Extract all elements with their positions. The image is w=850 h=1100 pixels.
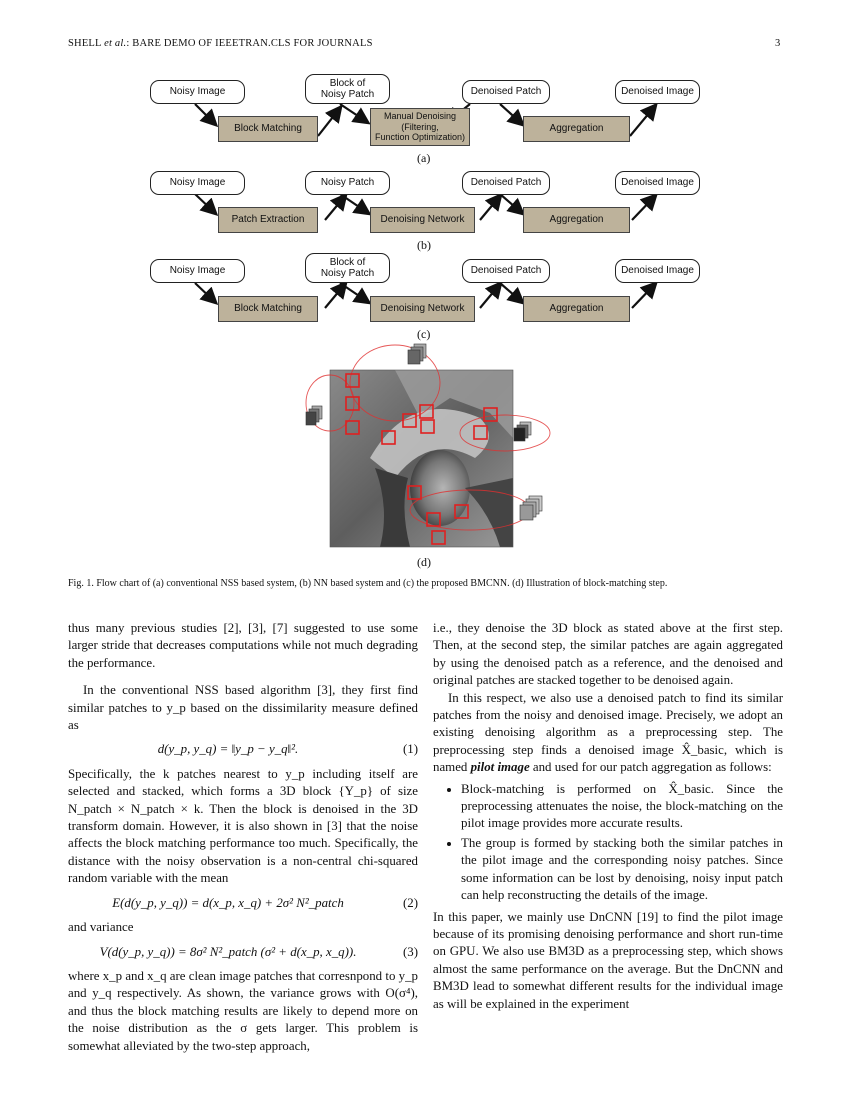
paragraph: In this paper, we mainly use DnCNN [19] to find the pilot image because of its promising denoising performance and short run-time on GPU. We also use BM3D as a preprocessing step, which shows almost the same performance on the average. But the DnCNN and BM3D lead to somewhat different results for the individual image as will be explained in the experiment [433, 909, 783, 1011]
right-column [433, 620, 783, 1013]
noisy-image-box-c: Noisy Image [150, 259, 245, 283]
equation-1-number: (1) [402, 742, 418, 757]
denoised-image-box-c: Denoised Image [615, 259, 700, 283]
block-of-noisy-patch-box-a: Block of Noisy Patch [305, 74, 390, 104]
paragraph: In the conventional NSS based algorithm [3], they first find similar patches to y_p based on the dissimilarity measure defined as [68, 683, 418, 733]
noisy-image-box-b: Noisy Image [150, 171, 245, 195]
list-item: • Block-matching is performed on X̂_basic. Since the preprocessing attenuates the noise, the block-matching on the pilot image provides more accurate results. [461, 781, 783, 833]
denoising-network-box-c: Denoising Network [370, 296, 475, 322]
paragraph: Specifically, the k patches nearest to y_p including itself are selected and stacked, which forms a 3D block {Y_p} of size N_patch × N_patch × k. Then the block is denoised in the 3D transform domain. However, it is also shown in [3] that the noise affects the block matching performance too much. Specifically, the distance with the noisy observation is a non-central chi-squared random variable with the mean [68, 766, 418, 886]
header-suffix: : BARE DEMO OF IEEETRAN.CLS FOR JOURNALS [126, 38, 373, 49]
aggregation-box-b: Aggregation [523, 207, 630, 233]
equation-2-number: (2) [402, 895, 418, 910]
paragraph: where x_p and x_q are clean image patches that corresnpond to y_p and y_q respectively. As shown, the variance grows with O(σ⁴), and thus the block matching results are likely to depend more on the noise distribution as the σ gets larger. This problem is somewhat alleviated by the two-step approach, [68, 968, 418, 1053]
block-matching-illustration [300, 338, 560, 553]
paragraph-part: In this respect, we also use a denoised patch to find its similar patches from the noisy and denoised image. Precisely, we adopt an existing denoising algorithm as a preprocessing step. The preprocessing step finds a denoised image X̂_basic, which is named [433, 690, 783, 775]
noisy-image-box-a: Noisy Image [150, 80, 245, 104]
manual-denoising-box-a: Manual Denoising (Filtering, Function Optimization) [370, 108, 470, 146]
list-item: • The group is formed by stacking both the similar patches in the pilot image and the corresponding noisy patches. Since some information can be lost by denoising, noisy input patch can help reconstructing the details of the image. [461, 835, 783, 905]
block-of-noisy-patch-box-c: Block of Noisy Patch [305, 253, 390, 283]
header-prefix: SHELL [68, 38, 105, 49]
block-matching-box-c: Block Matching [218, 296, 318, 322]
subfig-label-b: (b) [417, 238, 431, 252]
aggregation-box-c: Aggregation [523, 296, 630, 322]
patch-extraction-box-b: Patch Extraction [218, 207, 318, 233]
equation-2 [68, 888, 418, 919]
equation-1 [68, 734, 418, 765]
paragraph-part: and used for our patch aggregation as follows: [529, 760, 772, 775]
equation-3 [68, 937, 418, 968]
paragraph: thus many previous studies [2], [3], [7] suggested to use some larger stride that decreases computations while not much degrading the performance. [68, 621, 418, 670]
equation-3-number: (3) [402, 944, 418, 959]
denoising-network-box-b: Denoising Network [370, 207, 475, 233]
paragraph [433, 690, 783, 777]
denoised-image-box-a: Denoised Image [615, 80, 700, 104]
block-matching-box-a: Block Matching [218, 116, 318, 142]
paragraph: and variance [68, 920, 134, 935]
denoised-image-box-b: Denoised Image [615, 171, 700, 195]
equation-3-body: V(d(y_p, y_q)) = 8σ² N²_patch (σ² + d(x_p, x_q)). [99, 944, 357, 959]
header-italic: et al. [104, 38, 127, 49]
subfig-label-a: (a) [417, 151, 431, 165]
subfig-label-c: (c) [417, 327, 431, 341]
page-number: 3 [775, 38, 781, 49]
figure-caption: Fig. 1. Flow chart of (a) conventional NSS based system, (b) NN based system and (c) the proposed BMCNN. (d) Illustration of block-matching step. [68, 578, 668, 589]
aggregation-box-a: Aggregation [523, 116, 630, 142]
noisy-patch-box-b: Noisy Patch [305, 171, 390, 195]
paragraph: i.e., they denoise the 3D block as stated above at the first step. Then, at the second step, the similar patches are again aggregated by using the denoised patch as a reference, and the denoised and original patches are stacked together to be denoised again. [433, 621, 783, 688]
equation-1-body: d(y_p, y_q) = ‖y_p − y_q‖². [157, 742, 299, 757]
bullet-list [433, 781, 783, 905]
denoised-patch-box-c: Denoised Patch [462, 259, 550, 283]
left-column [68, 620, 418, 1055]
subfig-label-d: (d) [417, 555, 431, 569]
denoised-patch-box-a: Denoised Patch [462, 80, 550, 104]
equation-2-body: E(d(y_p, y_q)) = d(x_p, x_q) + 2σ² N²_patch [112, 895, 344, 910]
pilot-image-term: pilot image [470, 760, 530, 775]
denoised-patch-box-b: Denoised Patch [462, 171, 550, 195]
